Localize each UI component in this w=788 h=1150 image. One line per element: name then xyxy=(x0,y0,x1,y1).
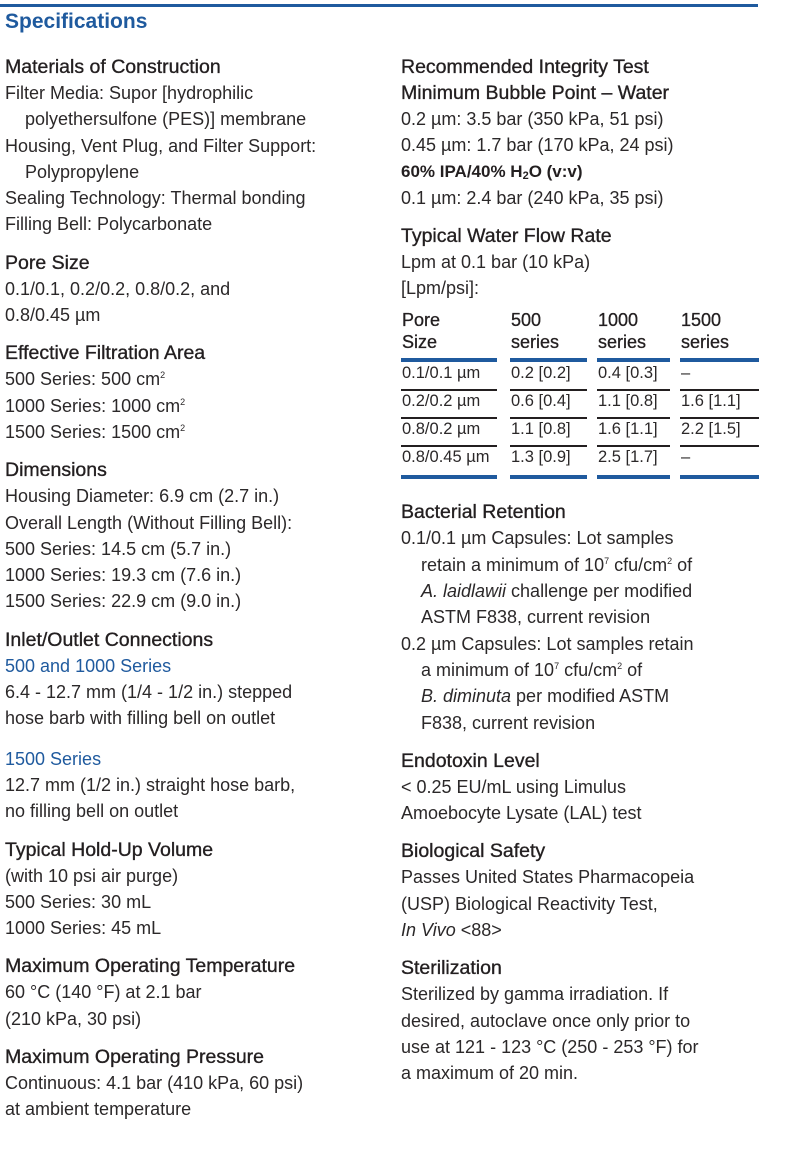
pressure-line: Continuous: 4.1 bar (410 kPa, 60 psi) xyxy=(5,1073,304,1094)
endotoxin-heading: Endotoxin Level xyxy=(401,749,540,772)
page-title: Specifications xyxy=(5,10,148,33)
left-column xyxy=(5,54,385,1123)
row-rule xyxy=(680,389,759,391)
biological-safety-heading: Biological Safety xyxy=(401,840,546,863)
dimensions-section xyxy=(5,457,385,614)
holdup-section xyxy=(5,837,385,942)
header-1000-series: 1000 series xyxy=(598,310,647,353)
table-bottom-rule xyxy=(680,475,759,479)
row-rule xyxy=(597,417,670,419)
row-rule xyxy=(680,417,759,419)
area-1000: 1000 Series: 1000 $cm^2$ xyxy=(5,395,186,416)
table-cell: 1.6 [1.1] xyxy=(598,420,658,439)
sterilization-heading: Sterilization xyxy=(401,957,502,980)
sealing-line: Sealing Technology: Thermal bonding xyxy=(5,188,306,209)
endotoxin-section xyxy=(401,748,761,827)
table-cell: 0.1/0.1 µm xyxy=(402,364,481,383)
length-1500: 1500 Series: 22.9 cm (9.0 in.) xyxy=(5,591,242,612)
table-cell: 0.8/0.2 µm xyxy=(402,420,481,439)
bubble-point-045: 0.45 µm: 1.7 bar (170 kPa, 24 psi) xyxy=(401,135,674,156)
pressure-section xyxy=(5,1044,385,1123)
housing-line-cont: Polypropylene xyxy=(25,161,140,182)
bacterial-b-line1: 0.2 µm Capsules: Lot samples retain xyxy=(401,633,694,654)
steril-line4: a maximum of 20 min. xyxy=(401,1063,579,1084)
pore-size-heading: Pore Size xyxy=(5,251,90,274)
table-cell: 1.3 [0.9] xyxy=(511,448,571,467)
ipa-subheading: 60% IPA/40% $H_2O$ (v:v) xyxy=(401,161,583,182)
bacterial-heading: Bacterial Retention xyxy=(401,501,566,524)
filling-bell-line: Filling Bell: Polycarbonate xyxy=(5,214,213,235)
steril-line2: desired, autoclave once only prior to xyxy=(401,1010,691,1031)
header-500-series: 500 series xyxy=(511,310,560,353)
flow-rate-heading: Typical Water Flow Rate xyxy=(401,224,612,247)
header-rule xyxy=(680,358,759,362)
connections-500-1000-line: 6.4 - 12.7 mm (1/4 - 1/2 in.) stepped xyxy=(5,682,293,703)
header-rule xyxy=(597,358,670,362)
pressure-heading: Maximum Operating Pressure xyxy=(5,1046,265,1069)
row-rule xyxy=(510,389,587,391)
housing-line: Housing, Vent Plug, and Filter Support: xyxy=(5,135,317,156)
integrity-heading: Recommended Integrity Test xyxy=(401,56,649,78)
connections-section xyxy=(5,627,385,825)
endotoxin-line: < 0.25 EU/mL using Limulus xyxy=(401,776,626,797)
bubble-point-01: 0.1 µm: 2.4 bar (240 kPa, 35 psi) xyxy=(401,187,664,208)
holdup-note: (with 10 psi air purge) xyxy=(5,865,179,886)
pore-size-line: 0.1/0.1, 0.2/0.2, 0.8/0.2, and xyxy=(5,278,231,299)
table-cell: 2.5 [1.7] xyxy=(598,448,658,467)
row-rule xyxy=(401,389,497,391)
holdup-500: 500 Series: 30 mL xyxy=(5,891,152,912)
bio-line3: In Vivo <88> xyxy=(401,920,502,941)
bacterial-a-line4: ASTM F838, current revision xyxy=(421,607,651,628)
row-rule xyxy=(680,445,759,447)
bacterial-b-line2: a minimum of $10^7$ cfu/$cm^2$ of xyxy=(421,659,643,680)
length-1000: 1000 Series: 19.3 cm (7.6 in.) xyxy=(5,565,242,586)
connections-sub-500-1000: 500 and 1000 Series xyxy=(5,655,172,676)
holdup-heading: Typical Hold-Up Volume xyxy=(5,838,214,861)
bacterial-a-line1: 0.1/0.1 µm Capsules: Lot samples xyxy=(401,528,674,549)
flow-rate-table xyxy=(401,309,759,477)
header-1500-series: 1500 series xyxy=(681,310,730,353)
flow-rate-units-cont: [Lpm/psi]: xyxy=(401,278,480,299)
steril-line3: use at 121 - 123 °C (250 - 253 °F) for xyxy=(401,1036,699,1057)
bacterial-b-line3: B. diminuta per modified ASTM xyxy=(421,686,670,707)
area-500: 500 Series: 500 $cm^2$ xyxy=(5,369,166,390)
dimensions-heading: Dimensions xyxy=(5,459,107,482)
pore-size-section xyxy=(5,250,385,329)
sterilization-section xyxy=(401,955,761,1086)
header-rule xyxy=(401,358,497,362)
table-cell: 1.1 [0.8] xyxy=(598,392,658,411)
right-column xyxy=(401,54,761,1087)
row-rule xyxy=(510,445,587,447)
bacterial-a-line3: A. laidlawii challenge per modified xyxy=(421,581,693,602)
temperature-line: 60 °C (140 °F) at 2.1 bar xyxy=(5,982,202,1003)
endotoxin-line-cont: Amoebocyte Lysate (LAL) test xyxy=(401,803,642,824)
connections-1500-line-cont: no filling bell on outlet xyxy=(5,801,179,822)
bio-line2: (USP) Biological Reactivity Test, xyxy=(401,893,658,914)
table-cell: 0.2/0.2 µm xyxy=(402,392,481,411)
table-cell: 0.4 [0.3] xyxy=(598,364,658,383)
bubble-point-heading: Minimum Bubble Point – Water xyxy=(401,82,670,104)
biological-safety-section xyxy=(401,838,761,943)
pressure-line-cont: at ambient temperature xyxy=(5,1099,192,1120)
length-500: 500 Series: 14.5 cm (5.7 in.) xyxy=(5,538,232,559)
connections-500-1000-line-cont: hose barb with filling bell on outlet xyxy=(5,708,276,729)
pore-size-line-cont: 0.8/0.45 µm xyxy=(5,305,101,326)
connections-sub-1500: 1500 Series xyxy=(5,748,102,769)
table-cell: – xyxy=(681,364,691,383)
row-rule xyxy=(401,417,497,419)
materials-section xyxy=(5,54,385,238)
flow-rate-section xyxy=(401,223,761,478)
connections-heading: Inlet/Outlet Connections xyxy=(5,628,214,651)
table-cell: 0.6 [0.4] xyxy=(511,392,571,411)
filtration-area-section xyxy=(5,340,385,445)
row-rule xyxy=(401,445,497,447)
holdup-1000: 1000 Series: 45 mL xyxy=(5,918,162,939)
area-1500: 1500 Series: 1500 $cm^2$ xyxy=(5,421,186,442)
table-cell: 2.2 [1.5] xyxy=(681,420,741,439)
table-cell: 1.6 [1.1] xyxy=(681,392,741,411)
table-bottom-rule xyxy=(597,475,670,479)
bacterial-a-line2: retain a minimum of $10^7$ cfu/$cm^2$ of xyxy=(421,554,693,575)
temperature-section xyxy=(5,953,385,1032)
top-rule xyxy=(0,4,758,7)
overall-length: Overall Length (Without Filling Bell): xyxy=(5,512,293,533)
row-rule xyxy=(510,417,587,419)
integrity-section xyxy=(401,54,761,211)
row-rule xyxy=(597,445,670,447)
table-cell: 1.1 [0.8] xyxy=(511,420,571,439)
bubble-point-02: 0.2 µm: 3.5 bar (350 kPa, 51 psi) xyxy=(401,109,664,129)
header-rule xyxy=(510,358,587,362)
bio-line1: Passes United States Pharmacopeia xyxy=(401,867,695,888)
steril-line1: Sterilized by gamma irradiation. If xyxy=(401,984,669,1005)
flow-rate-units: Lpm at 0.1 bar (10 kPa) xyxy=(401,251,591,272)
table-bottom-rule xyxy=(401,475,497,479)
materials-heading: Materials of Construction xyxy=(5,56,221,78)
table-cell: – xyxy=(681,448,691,467)
temperature-heading: Maximum Operating Temperature xyxy=(5,955,296,978)
table-cell: 0.2 [0.2] xyxy=(511,364,571,383)
bacterial-section xyxy=(401,499,761,735)
header-pore-size: Pore Size xyxy=(402,310,441,353)
table-cell: 0.8/0.45 µm xyxy=(402,448,490,467)
temperature-line-cont: (210 kPa, 30 psi) xyxy=(5,1008,142,1029)
filtration-area-heading: Effective Filtration Area xyxy=(5,342,206,365)
housing-diameter: Housing Diameter: 6.9 cm (2.7 in.) xyxy=(5,486,280,507)
filter-media-line: Filter Media: Supor [hydrophilic xyxy=(5,83,254,103)
bacterial-b-line4: F838, current revision xyxy=(421,712,596,733)
table-bottom-rule xyxy=(510,475,587,479)
row-rule xyxy=(597,389,670,391)
filter-media-line-cont: polyethersulfone (PES)] membrane xyxy=(25,109,307,130)
connections-1500-line: 12.7 mm (1/2 in.) straight hose barb, xyxy=(5,774,296,795)
